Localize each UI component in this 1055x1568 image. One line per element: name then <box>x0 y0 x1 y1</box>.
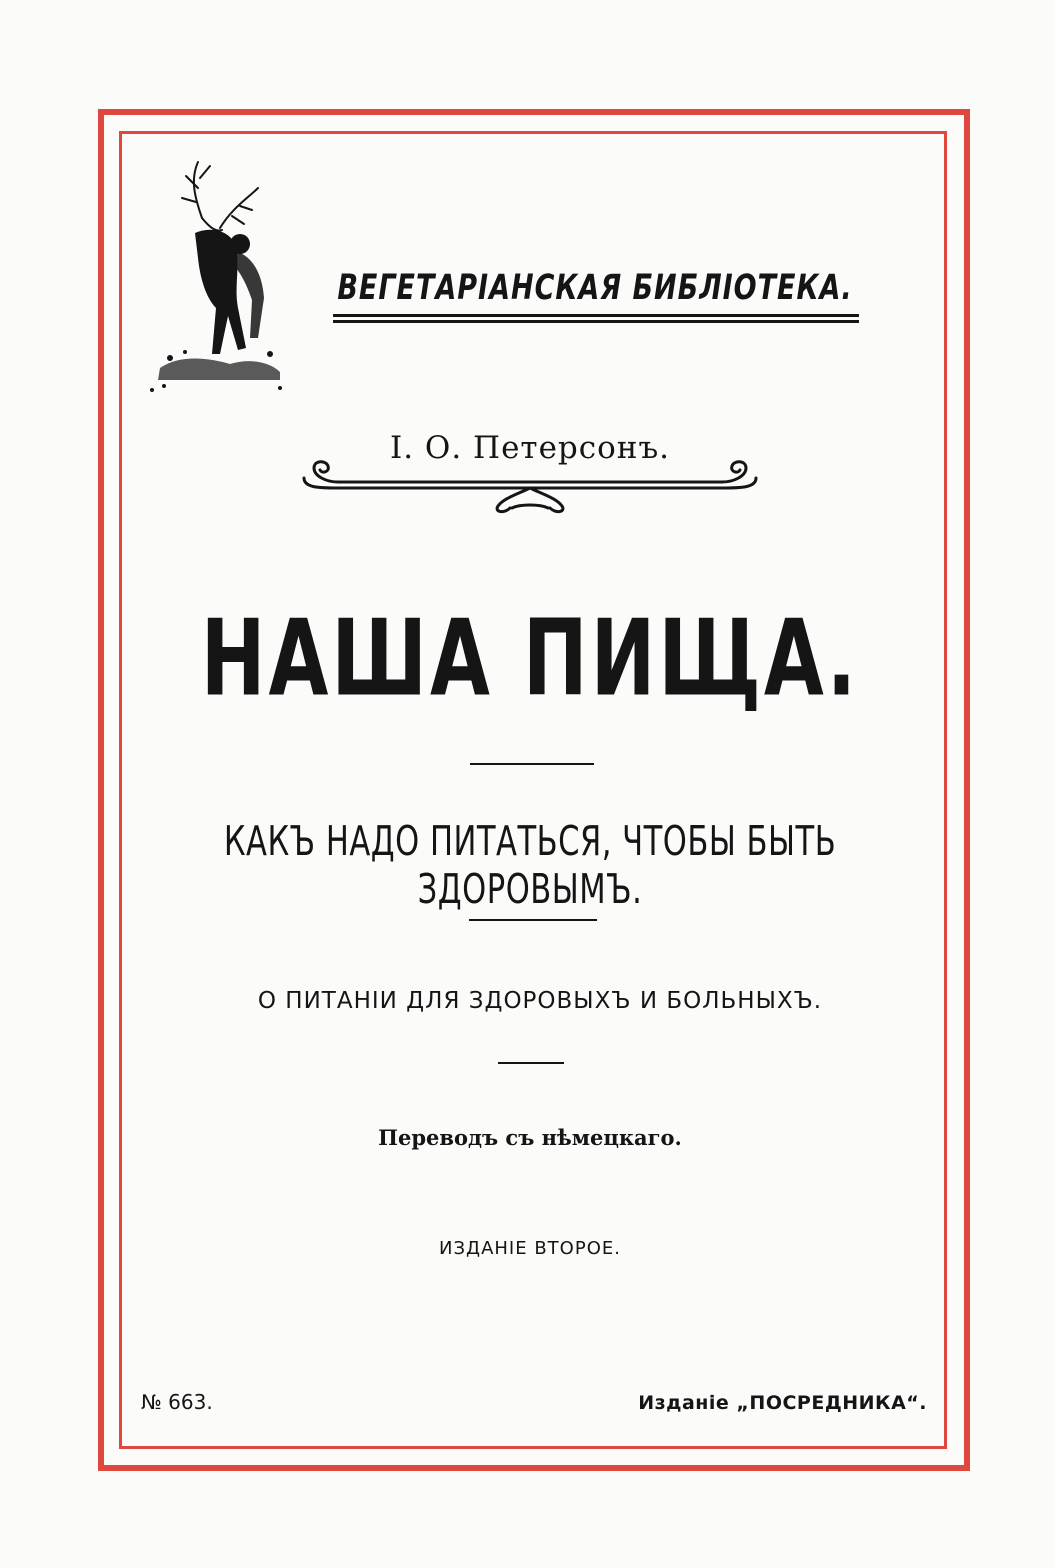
divider-3 <box>498 1062 564 1064</box>
edition-label: ИЗДАНІЕ ВТОРОЕ. <box>439 1238 621 1259</box>
series-rule-top <box>333 314 859 317</box>
translation-note: Переводъ съ нѣмецкаго. <box>378 1125 682 1150</box>
divider-2 <box>469 919 597 921</box>
publisher-imprint: Изданіе „ПОСРЕДНИКА“. <box>638 1392 927 1414</box>
art-nouveau-scroll-ornament-icon <box>298 458 762 516</box>
divider-1 <box>470 763 594 765</box>
book-subtitle: КАКЪ НАДО ПИТАТЬСЯ, ЧТОБЫ БЫТЬ ЗДОРОВЫМЪ. <box>223 818 837 914</box>
series-number: № 663. <box>141 1390 213 1414</box>
series-rule-bottom <box>333 320 859 323</box>
book-topic: О ПИТАНІИ ДЛЯ ЗДОРОВЫХЪ И БОЛЬНЫХЪ. <box>257 988 823 1014</box>
deer-and-child-engraving-icon <box>140 158 290 400</box>
author-name: І. О. Петерсонъ. <box>389 430 671 466</box>
book-title: НАША ПИЩА. <box>200 598 860 720</box>
series-title: ВЕГЕТАРІАНСКАЯ БИБЛІОТЕКА. <box>337 268 853 309</box>
